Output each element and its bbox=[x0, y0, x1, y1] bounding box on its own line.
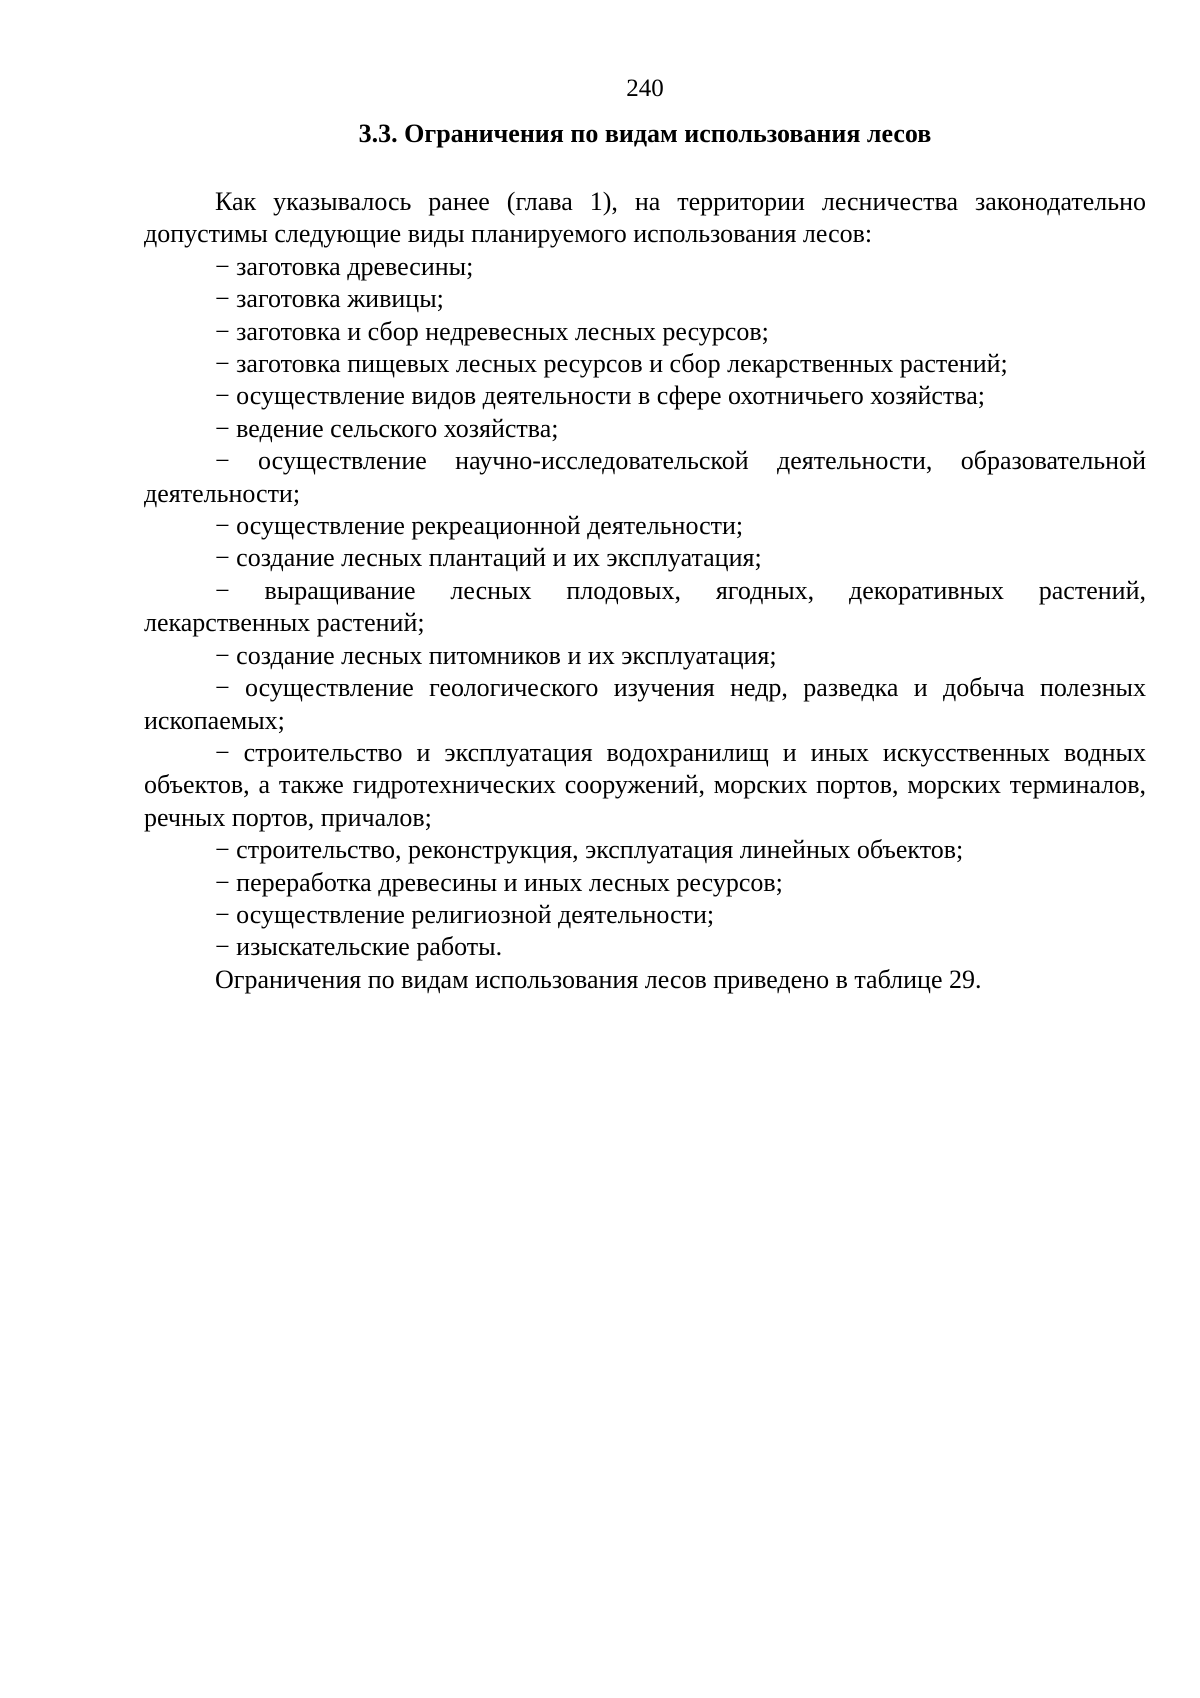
list-item: − заготовка древесины; bbox=[215, 251, 474, 281]
list-item: − осуществление видов деятельности в сфере охотничьего хозяйства; bbox=[215, 381, 985, 411]
list-item: − осуществление религиозной деятельности; bbox=[215, 899, 715, 929]
list-item: − строительство, реконструкция, эксплуатация линейных объектов; bbox=[215, 835, 964, 865]
list-item: − осуществление геологического изучения недр, разведка и добыча полезных ископаемых; bbox=[144, 673, 1146, 735]
list-item: − создание лесных плантаций и их эксплуатация; bbox=[215, 543, 762, 573]
list-item: − выращивание лесных плодовых, ягодных, декоративных растений, лекарственных растений; bbox=[144, 575, 1146, 638]
list-item: − заготовка пищевых лесных ресурсов и сбор лекарственных растений; bbox=[215, 349, 1008, 379]
body-text bbox=[144, 186, 1146, 996]
list-item: − создание лесных питомников и их эксплуатация; bbox=[215, 640, 777, 670]
list-item: − осуществление научно-исследовательской деятельности, образовательной деятельности; bbox=[144, 446, 1146, 508]
section-heading: 3.3. Ограничения по видам использования лесов bbox=[358, 119, 932, 148]
list-item: − заготовка живицы; bbox=[215, 284, 444, 314]
list-item: − изыскательские работы. bbox=[215, 932, 503, 962]
list-item: − строительство и эксплуатация водохранилищ и иных искусственных водных объектов, а также гидротехнических сооружений, морских портов, морских терминалов, речных портов, причалов; bbox=[144, 737, 1146, 832]
intro-paragraph: Как указывалось ранее (глава 1), на территории лесничества законодательно допустимы следующие виды планируемого использования лесов: bbox=[144, 187, 1146, 249]
page-number: 240 bbox=[626, 75, 664, 102]
closing-paragraph: Ограничения по видам использования лесов приведено в таблице 29. bbox=[215, 964, 982, 994]
list-item: − ведение сельского хозяйства; bbox=[215, 413, 559, 443]
list-item: − заготовка и сбор недревесных лесных ресурсов; bbox=[215, 316, 769, 346]
list-item: − переработка древесины и иных лесных ресурсов; bbox=[215, 867, 783, 897]
list-item: − осуществление рекреационной деятельности; bbox=[215, 511, 744, 541]
